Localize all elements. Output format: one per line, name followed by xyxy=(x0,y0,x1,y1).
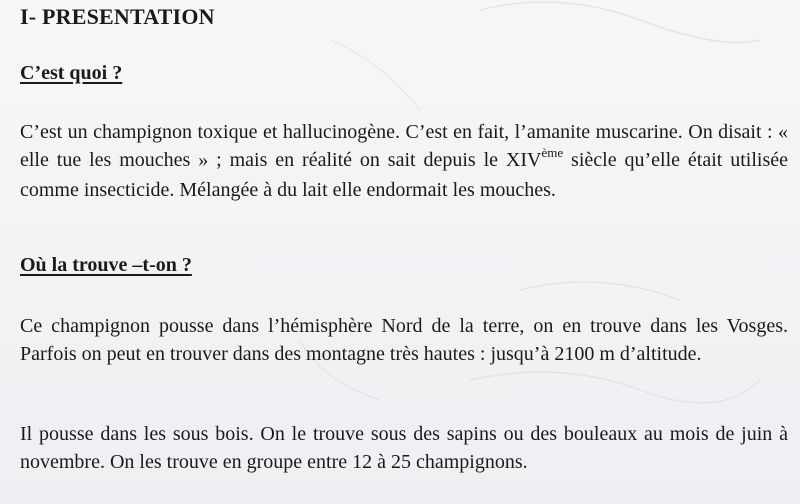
superscript-ordinal: ème xyxy=(541,145,564,160)
paragraph-text: siècle qu’elle était utilisée comme insecticide. Mélangée à du lait elle endormait les mouches. xyxy=(20,149,788,201)
paragraph-text: C’est un champignon toxique et hallucinogène. C’est en fait, l’amanite muscarine. On disait : « elle tue les mouches » ; mais en réalité on sait depuis le XIV xyxy=(20,121,788,171)
paragraph-habitat: Ce champignon pousse dans l’hémisphère Nord de la terre, on en trouve dans les Vosges. Parfois on peut en trouver dans des montagne très hautes : jusqu’à 2100 m d’altitude. xyxy=(20,315,788,365)
paragraph-season: Il pousse dans les sous bois. On le trouve sous des sapins ou des bouleaux au mois de juin à novembre. On les trouve en groupe entre 12 à 25 champignons. xyxy=(20,423,788,473)
section-heading-what-is-it: C’est quoi ? xyxy=(20,62,123,84)
paragraph-description xyxy=(20,118,788,204)
section-heading-where-found: Où la trouve –t-on ? xyxy=(20,254,192,276)
document-title: I- PRESENTATION xyxy=(20,4,215,29)
